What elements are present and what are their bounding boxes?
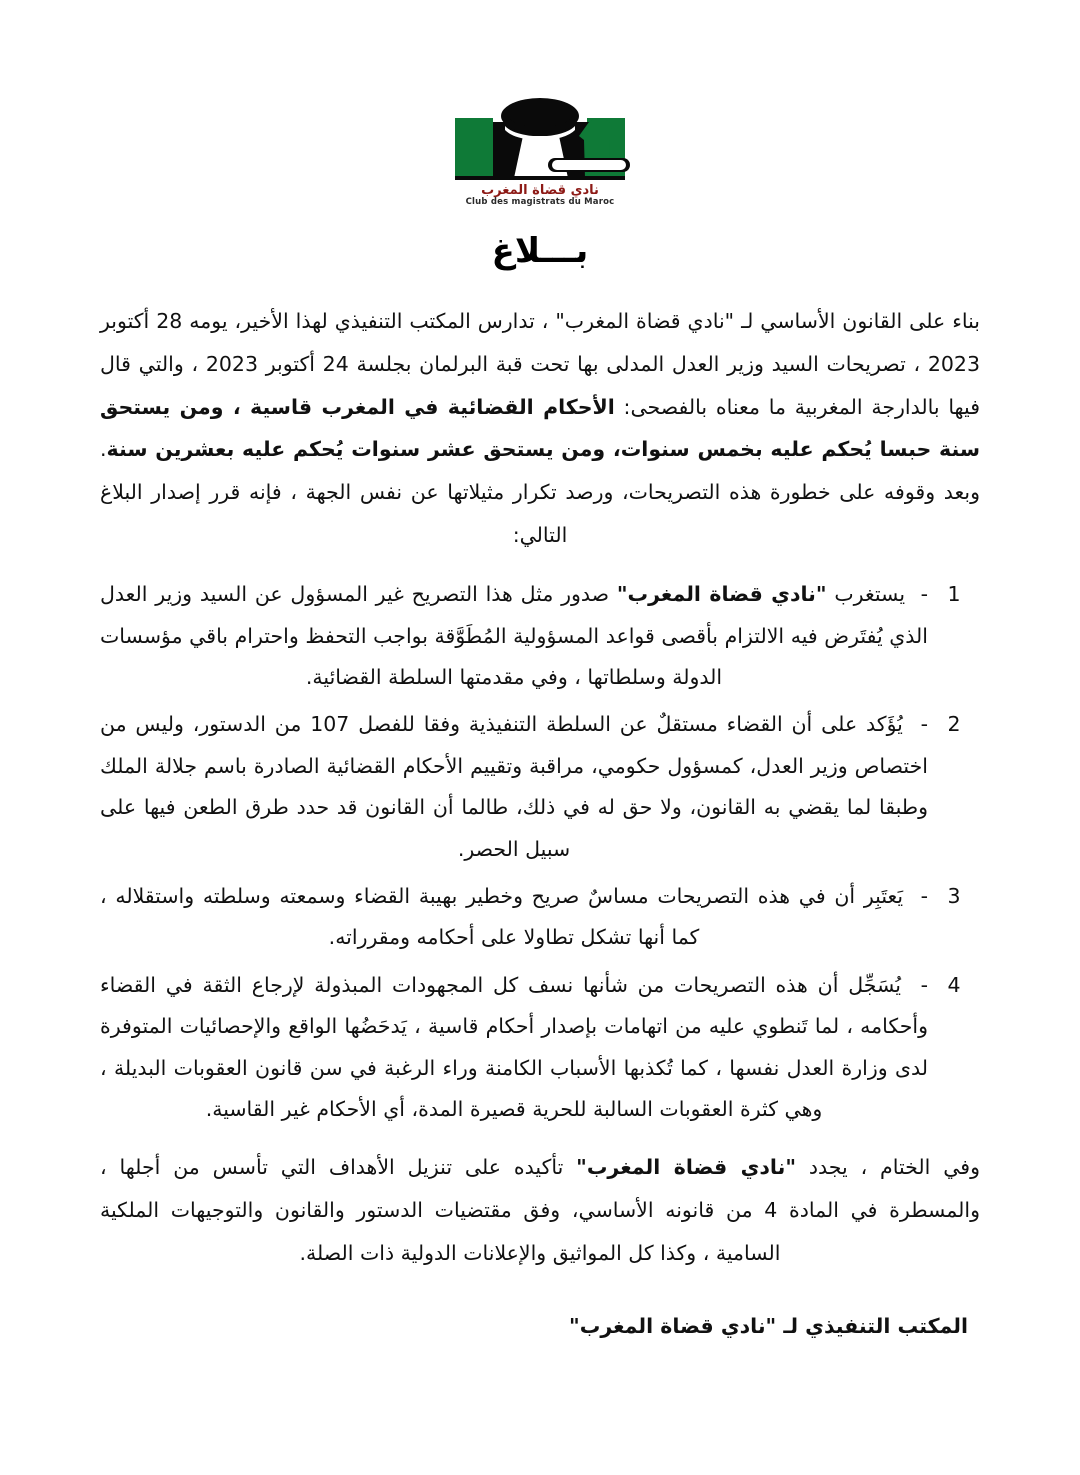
clause-2-after: يُؤَكد على أن القضاء مستقلٌ عن السلطة التنفيذية وفقا للفصل 107 من الدستور، وليس من اختصاص وزير العدل، كمسؤول حكومي، مراقبة وتقييم الأحكام القضائية الصادرة باسم جلالة الملك وطبقا لما يقضي به القانون، ولا حق له في ذلك، طالما أن القانون قد حدد طرق الطعن فيها على سبيل الحصر. bbox=[100, 712, 928, 861]
clause-number-3: 3 bbox=[947, 883, 961, 908]
clause-number-1: 1 bbox=[947, 582, 961, 607]
clause-1-bold: "نادي قضاة المغرب" bbox=[616, 582, 827, 607]
intro-text-part2: . وبعد وقوفه على خطورة هذه التصريحات، ورصد تكرار مثيلاتها عن نفس الجهة ، فإنه قرر إصدار البلاغ التالي: bbox=[100, 437, 980, 547]
intro-paragraph bbox=[100, 300, 980, 556]
clause-text-4 bbox=[100, 965, 928, 1131]
clause-4-after: يُسَجِّل أن هذه التصريحات من شأنها نسف كل المجهودات المبذولة لإرجاع الثقة في القضاء وأحكامه ، لما تَنطوي عليه من اتهامات بإصدار أحكام قاسية ، يَدحَضُها الواقع والإحصائيات المتوفرة لدى وزارة العدل نفسها ، كما تُكذبها الأسباب الكامنة وراء الرغبة في سن قانون العقوبات البديلة ، وهي كثرة العقوبات السالبة للحرية قصيرة المدة، أي الأحكام غير القاسية. bbox=[100, 972, 928, 1121]
club-des-magistrats-logo-icon bbox=[447, 96, 633, 182]
organization-logo-block bbox=[100, 0, 980, 207]
signature-line: المكتب التنفيذي لـ "نادي قضاة المغرب" bbox=[569, 1314, 968, 1339]
logo-caption-arabic: نادي قضاة المغرب bbox=[481, 183, 599, 198]
clause-1-dash: - bbox=[920, 582, 928, 607]
clause-1-before: يستغرب bbox=[826, 582, 906, 607]
clause-4-dash: - bbox=[920, 972, 928, 997]
list-item bbox=[100, 704, 980, 870]
numbered-clause-list bbox=[100, 574, 980, 1130]
closing-before: وفي الختام ، يجدد bbox=[796, 1155, 980, 1180]
clause-1-after: صدور مثل هذا التصريح غير المسؤول عن السيد وزير العدل الذي يُفتَرض فيه الالتزام بأقصى قواعد المسؤولية المُطَوَّقة بواجب التحفظ واحترام باقي مؤسسات الدولة وسلطاتها ، وفي مقدمتها السلطة القضائية. bbox=[100, 582, 928, 689]
clause-text-2 bbox=[100, 704, 928, 870]
clause-3-after: يَعتَبِر أن في هذه التصريحات مساسٌ صريح وخطير بهيبة القضاء وسمعته وسلطته واستقلاله ، كما أنها تشكل تطاولا على أحكامه ومقرراته. bbox=[100, 883, 904, 950]
clause-3-dash: - bbox=[920, 883, 928, 908]
clause-number-2: 2 bbox=[947, 712, 961, 737]
list-item bbox=[100, 574, 980, 698]
closing-bold: "نادي قضاة المغرب" bbox=[576, 1155, 797, 1180]
clause-number-4: 4 bbox=[947, 972, 961, 997]
intro-quote-bold: الأحكام القضائية في المغرب قاسية ، ومن يستحق سنة حبسا يُحكم عليه بخمس سنوات، ومن يستحق عشر سنوات يُحكم عليه بعشرين سنة bbox=[100, 394, 980, 462]
logo-caption-french: Club des magistrats du Maroc bbox=[465, 196, 615, 207]
page-title: بـــلاغ bbox=[491, 230, 589, 271]
clause-text-1 bbox=[100, 574, 928, 698]
clause-text-3 bbox=[100, 876, 928, 959]
closing-paragraph bbox=[100, 1146, 980, 1274]
closing-after: تأكيده على تنزيل الأهداف التي تأسس من أجلها ، والمسطرة في المادة 4 من قانونه الأساسي، وفق مقتضيات الدستور والقانون والتوجيهات الملكية السامية ، وكذا كل المواثيق والإعلانات الدولية ذات الصلة. bbox=[100, 1155, 980, 1265]
list-item bbox=[100, 965, 980, 1131]
intro-text-part1: بناء على القانون الأساسي لـ "نادي قضاة المغرب" ، تدارس المكتب التنفيذي لهذا الأخير، يومه 28 أكتوبر 2023 ، تصريحات السيد وزير العدل المدلى بها تحت قبة البرلمان بجلسة 24 أكتوبر 2023 ، والتي قال فيها بالدارجة المغربية ما معناه بالفصحى: bbox=[100, 309, 981, 419]
clause-2-dash: - bbox=[920, 712, 928, 737]
list-item bbox=[100, 876, 980, 959]
